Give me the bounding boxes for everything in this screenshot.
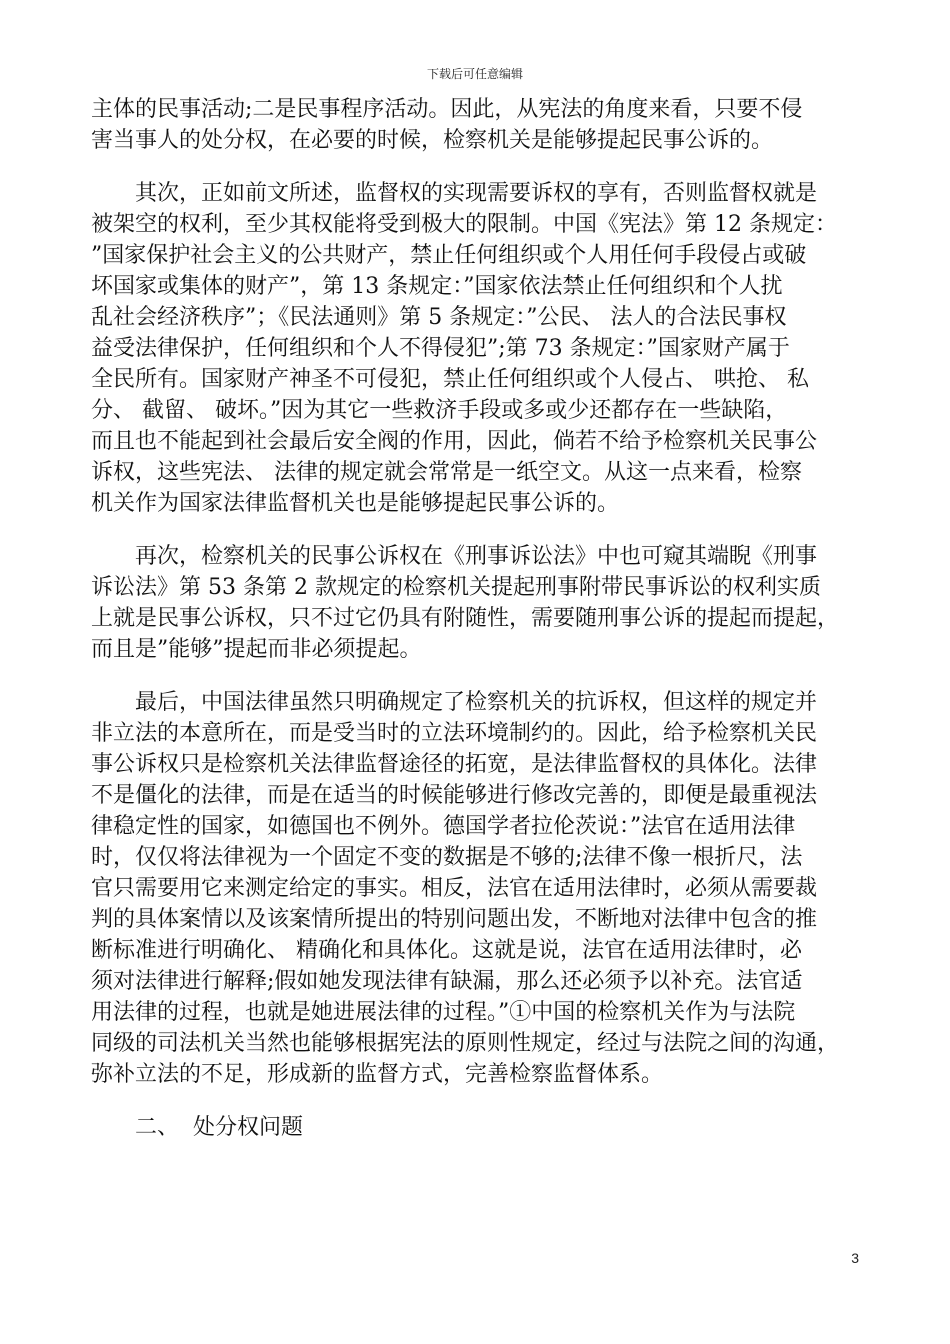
text-line: 害当事人的处分权，在必要的时候，检察机关是能够提起民事公诉的。 xyxy=(91,128,774,153)
paragraph-2 xyxy=(91,178,861,519)
text-line: 判的具体案情以及该案情所提出的特别问题出发，不断地对法律中包含的推 xyxy=(91,907,818,932)
text-line: 非立法的本意所在，而是受当时的立法环境制约的。因此，给予检察机关民 xyxy=(91,721,818,746)
text-line: 其次，正如前文所述，监督权的实现需要诉权的享有，否则监督权就是 xyxy=(135,181,818,206)
text-line: 分、 截留、 破坏。”因为其它一些救济手段或多或少还都存在一些缺陷， xyxy=(91,398,788,423)
document-body xyxy=(91,94,861,1143)
text-line: 不是僵化的法律，而是在适当的时候能够进行修改完善的，即便是最重视法 xyxy=(91,783,818,808)
paragraph-3 xyxy=(91,541,861,665)
text-line: 全民所有。国家财产神圣不可侵犯，禁止任何组织或个人侵占、 哄抢、 私 xyxy=(91,367,809,392)
section-heading: 二、 处分权问题 xyxy=(135,1115,303,1140)
paragraph-1 xyxy=(91,94,861,156)
text-line: 时，仅仅将法律视为一个固定不变的数据是不够的;法律不像一根折尺，法 xyxy=(91,845,803,870)
text-line: 律稳定性的国家，如德国也不例外。德国学者拉伦茨说：”法官在适用法律 xyxy=(91,814,796,839)
paragraph-4 xyxy=(91,687,861,1090)
text-line: ”国家保护社会主义的公共财产，禁止任何组织或个人用任何手段侵占或破 xyxy=(91,243,807,268)
text-line: 上就是民事公诉权，只不过它仍具有附随性，需要随刑事公诉的提起而提起， xyxy=(91,606,840,631)
text-line: 被架空的权利，至少其权能将受到极大的限制。中国《宪法》第 12 条规定： xyxy=(91,212,837,237)
text-line: 事公诉权只是检察机关法律监督途径的拓宽，是法律监督权的具体化。法律 xyxy=(91,752,818,777)
text-line: 机关作为国家法律监督机关也是能够提起民事公诉的。 xyxy=(91,491,620,516)
text-line: 主体的民事活动;二是民事程序活动。因此，从宪法的角度来看，只要不侵 xyxy=(91,97,803,122)
page-header: 下载后可任意编辑 xyxy=(426,67,523,81)
text-line: 坏国家或集体的财产”，第 13 条规定：”国家依法禁止任何组织和个人扰 xyxy=(91,274,783,299)
text-line: 乱社会经济秩序”；《民法通则》第 5 条规定：”公民、 法人的合法民事权 xyxy=(91,305,787,330)
text-line: 而且也不能起到社会最后安全阀的作用，因此，倘若不给予检察机关民事公 xyxy=(91,429,818,454)
page-number: 3 xyxy=(851,1250,859,1266)
text-line: 须对法律进行解释;假如她发现法律有缺漏，那么还必须予以补充。法官适 xyxy=(91,969,803,994)
text-line: 再次，检察机关的民事公诉权在《刑事诉讼法》中也可窥其端睨《刑事 xyxy=(135,544,818,569)
text-line: 同级的司法机关当然也能够根据宪法的原则性规定，经过与法院之间的沟通， xyxy=(91,1031,840,1056)
text-line: 益受法律保护，任何组织和个人不得侵犯”;第 73 条规定：”国家财产属于 xyxy=(91,336,790,361)
text-line: 断标准进行明确化、 精确化和具体化。这就是说，法官在适用法律时，必 xyxy=(91,938,802,963)
text-line: 最后，中国法律虽然只明确规定了检察机关的抗诉权，但这样的规定并 xyxy=(135,690,818,715)
text-line: 弥补立法的不足，形成新的监督方式，完善检察监督体系。 xyxy=(91,1062,664,1087)
text-line: 用法律的过程，也就是她进展法律的过程。”①中国的检察机关作为与法院 xyxy=(91,1000,796,1025)
text-line: 诉权，这些宪法、 法律的规定就会常常是一纸空文。从这一点来看，检察 xyxy=(91,460,802,485)
text-line: 诉讼法》第 53 条第 2 款规定的检察机关提起刑事附带民事诉讼的权利实质 xyxy=(91,575,821,600)
text-line: 而且是”能够”提起而非必须提起。 xyxy=(91,637,422,662)
text-line: 官只需要用它来测定给定的事实。相反，法官在适用法律时，必须从需要裁 xyxy=(91,876,818,901)
